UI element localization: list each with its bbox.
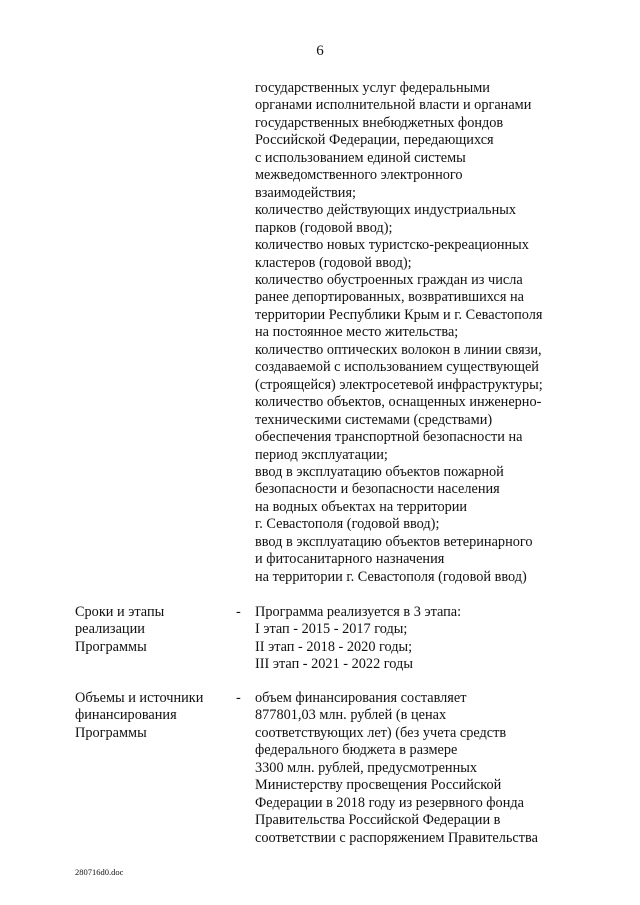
text-line: II этап - 2018 - 2020 годы; xyxy=(255,638,413,655)
text-line: III этап - 2021 - 2022 годы xyxy=(255,656,413,673)
terms-dash: - xyxy=(236,604,241,620)
text-line: (строящейся) электросетевой инфраструктуры; xyxy=(255,376,543,393)
text-line: федерального бюджета в размере xyxy=(255,742,458,759)
text-line: 877801,03 млн. рублей (в ценах xyxy=(255,707,447,724)
text-line: кластеров (годовой ввод); xyxy=(255,254,412,271)
text-line: ранее депортированных, возвратившихся на xyxy=(255,289,524,306)
label-line: Сроки и этапы xyxy=(75,604,165,620)
text-line: период эксплуатации; xyxy=(255,446,388,463)
label-line: реализации xyxy=(75,621,145,638)
label-line: финансирования xyxy=(75,707,177,724)
text-line: государственных внебюджетных фондов xyxy=(255,114,504,131)
label-line: Программы xyxy=(75,638,147,655)
text-line: территории Республики Крым и г. Севастополя xyxy=(255,306,543,323)
text-line: соответствии с распоряжением Правительства xyxy=(255,829,538,846)
text-line: взаимодействия; xyxy=(255,184,356,201)
text-line: парков (годовой ввод); xyxy=(255,219,393,236)
text-line: Министерству просвещения Российской xyxy=(255,777,502,794)
text-line: техническими системами (средствами) xyxy=(255,411,493,428)
text-line: государственных услуг федеральными xyxy=(255,80,490,96)
text-line: с использованием единой системы xyxy=(255,149,466,166)
label-line: Объемы и источники xyxy=(75,690,204,706)
label-line: Программы xyxy=(75,724,147,741)
funding-label xyxy=(75,690,235,742)
text-line: органами исполнительной власти и органами xyxy=(255,97,532,114)
page-number: 6 xyxy=(316,43,324,59)
text-line: соответствующих лет) (без учета средств xyxy=(255,724,507,741)
text-line: на водных объектах на территории xyxy=(255,498,468,515)
funding-dash: - xyxy=(236,690,241,706)
terms-value xyxy=(255,604,635,674)
text-line: количество оптических волокон в линии связи, xyxy=(255,341,542,358)
text-line: ввод в эксплуатацию объектов пожарной xyxy=(255,463,504,480)
text-line: Российской Федерации, передающихся xyxy=(255,132,494,149)
text-line: количество объектов, оснащенных инженерно- xyxy=(255,394,542,411)
text-line: и фитосанитарного назначения xyxy=(255,551,445,568)
text-line: на территории г. Севастополя (годовой ввод) xyxy=(255,568,527,585)
terms-label xyxy=(75,604,235,656)
continuation-text xyxy=(255,80,635,586)
text-line: 3300 млн. рублей, предусмотренных xyxy=(255,759,477,776)
text-line: на постоянное место жительства; xyxy=(255,324,459,341)
funding-value xyxy=(255,690,635,847)
text-line: количество новых туристско-рекреационных xyxy=(255,237,529,254)
text-line: Правительства Российской Федерации в xyxy=(255,812,501,829)
text-line: межведомственного электронного xyxy=(255,167,463,184)
text-line: I этап - 2015 - 2017 годы; xyxy=(255,621,408,638)
text-line: ввод в эксплуатацию объектов ветеринарного xyxy=(255,533,533,550)
text-line: создаваемой с использованием существующей xyxy=(255,359,539,376)
text-line: количество действующих индустриальных xyxy=(255,202,516,219)
text-line: объем финансирования составляет xyxy=(255,690,467,706)
text-line: Федерации в 2018 году из резервного фонда xyxy=(255,794,524,811)
footer-filename: 280716d0.doc xyxy=(75,867,124,877)
text-line: Программа реализуется в 3 этапа: xyxy=(255,604,462,620)
text-line: г. Севастополя (годовой ввод); xyxy=(255,516,440,533)
text-line: обеспечения транспортной безопасности на xyxy=(255,429,523,446)
text-line: количество обустроенных граждан из числа xyxy=(255,271,523,288)
text-line: безопасности и безопасности населения xyxy=(255,481,500,498)
